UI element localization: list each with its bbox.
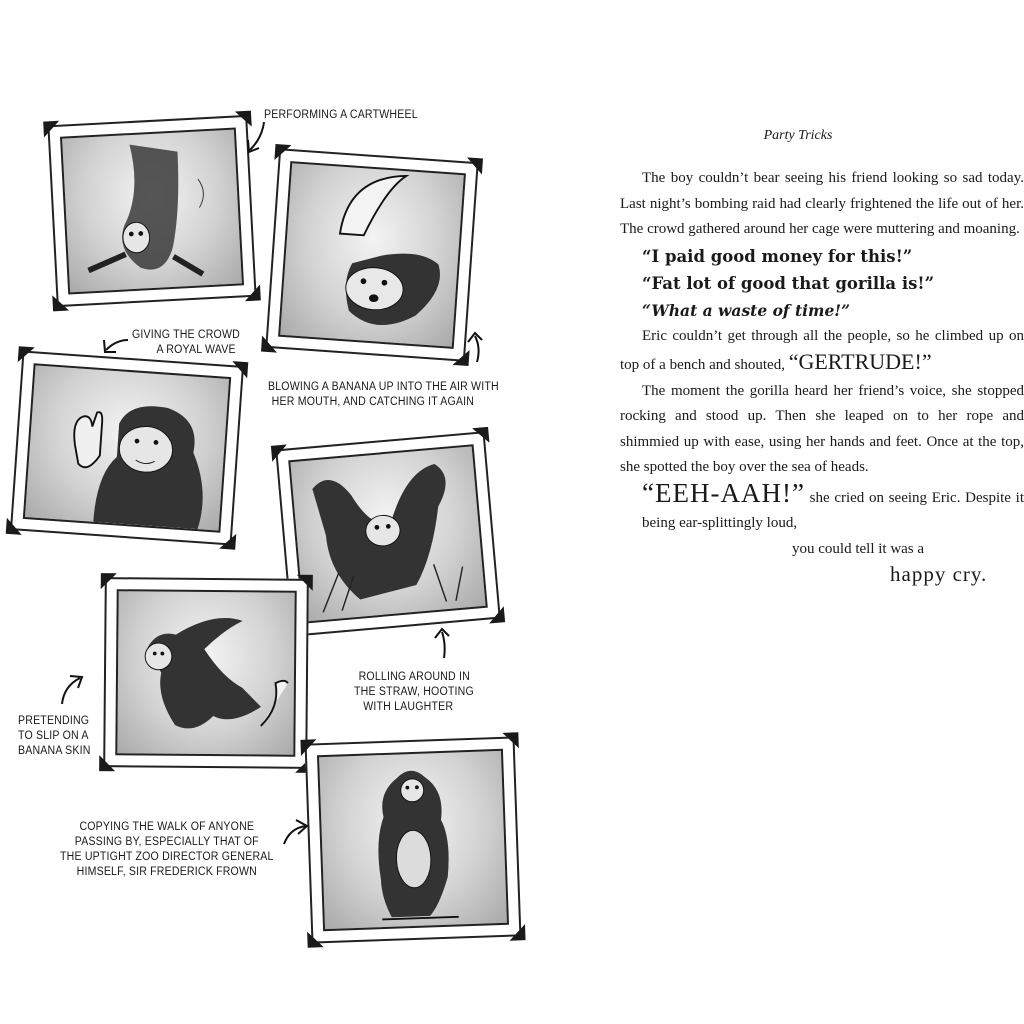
photo-corner <box>18 346 35 363</box>
gorilla-slip-drawing <box>117 591 294 755</box>
photo-corner <box>271 444 288 461</box>
photo-banana <box>265 148 478 361</box>
paragraph-text: she cried on seeing Eric. Despite it being ear-splittingly loud, <box>642 489 1024 531</box>
caption-line: COPYING THE WALK OF ANYONE <box>79 821 255 833</box>
photo-corner <box>52 294 69 311</box>
quote: “What a waste of time!” <box>642 300 851 320</box>
caption-line: BLOWING A BANANA UP INTO THE AIR WITH <box>268 381 499 393</box>
gorilla-walking-drawing <box>319 751 507 929</box>
paragraph <box>620 324 1024 379</box>
caption-line: WITH LAUGHTER <box>363 701 454 713</box>
photo-corner <box>488 606 505 623</box>
quote: “I paid good money for this!” <box>642 246 913 266</box>
photo-walking <box>305 736 522 943</box>
caption-line: A ROYAL WAVE <box>156 344 236 356</box>
photo-corner <box>274 144 291 161</box>
gorilla-cartwheel-drawing <box>62 130 242 293</box>
caption-line: GIVING THE CROWD <box>132 329 240 341</box>
caption-line: PERFORMING A CARTWHEEL <box>264 109 418 121</box>
photo-corner <box>297 575 313 591</box>
shout-text: “EEH-AAH!” <box>642 477 805 508</box>
photo-corner <box>43 121 60 138</box>
photo-corner <box>99 755 115 771</box>
caption-royal-wave <box>132 328 240 358</box>
caption-walk <box>60 820 274 880</box>
arrow-icon <box>100 336 130 358</box>
running-head: Party Tricks <box>763 128 833 143</box>
paragraph <box>620 477 1024 537</box>
paragraph-line: happy cry. <box>890 562 988 586</box>
photo-corner <box>307 931 324 948</box>
photo-corner <box>300 739 317 756</box>
caption-line: BANANA SKIN <box>18 745 91 757</box>
caption-slip <box>18 714 91 759</box>
photo-banana-slip <box>103 577 309 769</box>
photo-corner <box>509 924 526 941</box>
quote: “Fat lot of good that gorilla is!” <box>642 273 935 293</box>
photo-cartwheel <box>47 115 256 307</box>
caption-line: HER MOUTH, AND CATCHING IT AGAIN <box>271 396 475 408</box>
arrow-icon <box>280 818 310 848</box>
gorilla-banana-drawing <box>280 163 464 347</box>
paragraph: The moment the gorilla heard her friend’s voice, she stopped rocking and stood up. Then she leaped on to her rope and shimmied up with ease, using her hands and feet. Once at the top, she spotted the boy over the sea of heads. <box>620 382 1024 475</box>
photo-corner <box>472 427 489 444</box>
caption-line: PASSING BY, ESPECIALLY THAT OF <box>74 836 259 848</box>
shout-text: “GERTRUDE!” <box>788 349 932 374</box>
caption-line: ROLLING AROUND IN <box>358 671 470 683</box>
photo-corner <box>244 284 261 301</box>
photo-corner <box>6 518 23 535</box>
arrow-icon <box>432 626 454 660</box>
photo-corner <box>101 573 117 589</box>
caption-line: TO SLIP ON A <box>18 730 89 742</box>
paragraph-text: Eric couldn’t get through all the people, so he climbed up on top of a bench and shouted, <box>620 327 1024 373</box>
photo-rolling <box>275 431 501 637</box>
caption-line: THE UPTIGHT ZOO DIRECTOR GENERAL <box>60 851 274 863</box>
paragraph-line: you could tell it was a <box>792 540 925 557</box>
gorilla-wave-drawing <box>25 365 229 530</box>
paragraph: The boy couldn’t bear seeing his friend looking so sad today. Last night’s bombing raid had clearly frightened the life out of her. The crowd gathered around her cage were muttering and moaning. <box>620 170 1024 237</box>
text-page <box>620 128 1024 588</box>
caption-line: HIMSELF, SIR FREDERICK FROWN <box>76 866 257 878</box>
arrow-icon <box>56 672 86 706</box>
photo-corner <box>502 732 519 749</box>
photo-corner <box>231 361 248 378</box>
caption-rolling <box>354 670 474 715</box>
arrow-icon <box>244 118 268 158</box>
photo-corner <box>261 336 278 353</box>
caption-cartwheel <box>264 108 418 123</box>
gorilla-rolling-drawing <box>290 446 485 621</box>
caption-line: PRETENDING <box>18 715 90 727</box>
photo-royal-wave <box>10 350 244 545</box>
caption-banana <box>268 380 499 410</box>
photo-corner <box>219 533 236 550</box>
arrow-icon <box>465 330 487 364</box>
caption-line: THE STRAW, HOOTING <box>354 686 474 698</box>
photo-corner <box>466 157 483 174</box>
